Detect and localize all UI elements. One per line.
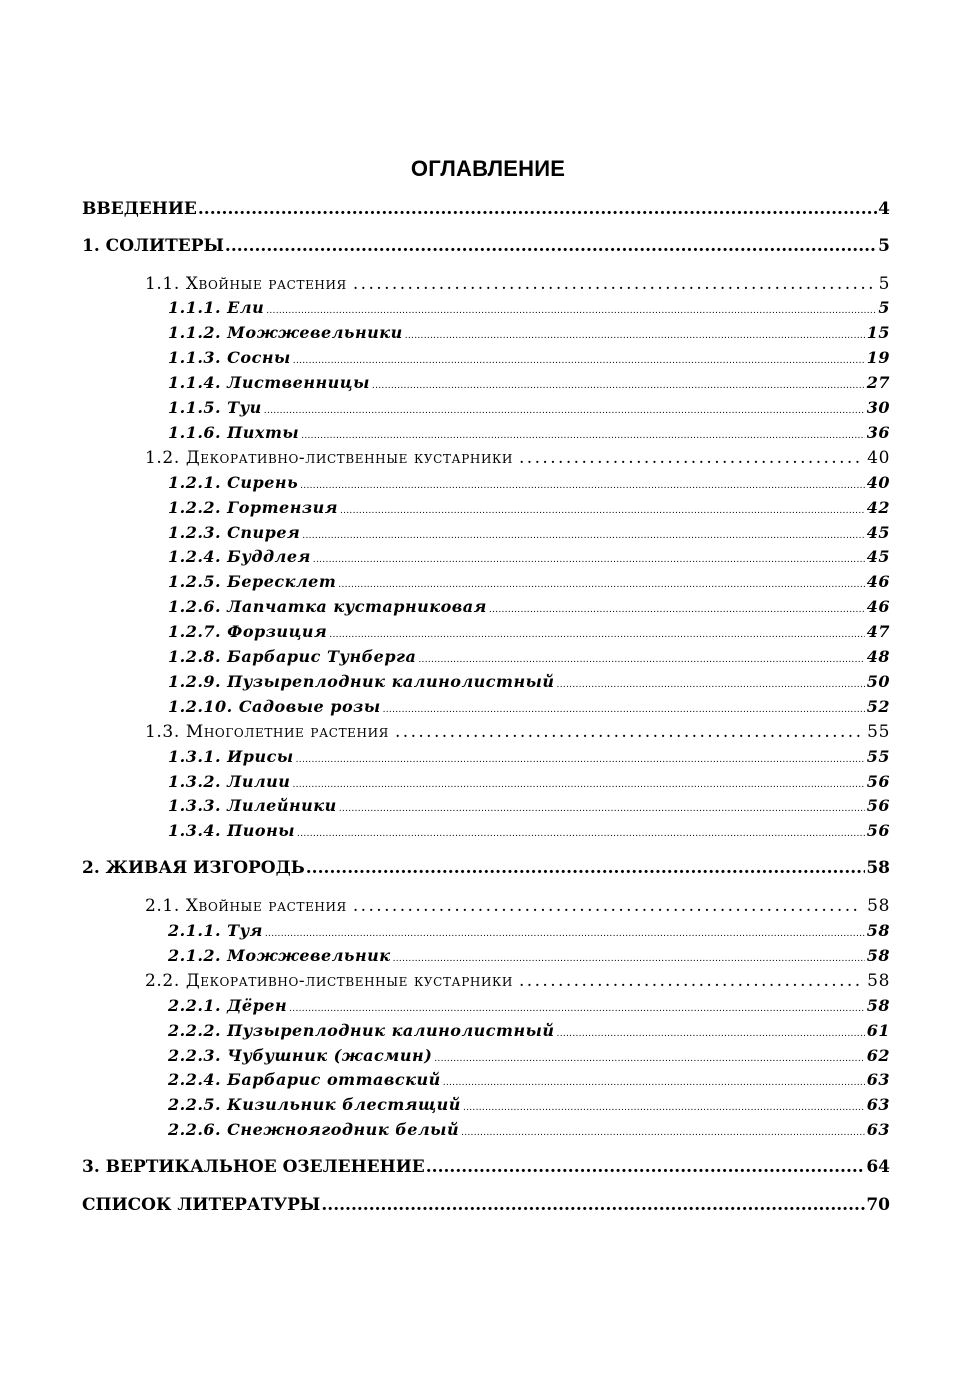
toc-entry[interactable] [168,472,890,494]
toc-page-number: 42 [866,498,890,517]
toc-page-number: 58 [866,858,890,878]
toc-entry[interactable] [168,422,890,444]
dot-leader [313,549,865,571]
toc-entry[interactable] [168,1119,890,1141]
dot-leader [353,895,861,917]
toc-entry-label: 3. ВЕРТИКАЛЬНОЕ ОЗЕЛЕНЕНИЕ [82,1157,425,1177]
toc-page-number: 58 [866,921,890,940]
toc-page-number: 48 [866,647,890,666]
toc-page-number: 58 [866,996,890,1015]
toc-entry-label: 1.2.10. Садовые розы [168,697,381,716]
toc-page-number: 62 [866,1046,890,1065]
page-title: ОГЛАВЛЕНИЕ [410,156,566,181]
toc-entry[interactable] [168,995,890,1017]
dot-leader [372,375,865,397]
toc-entry[interactable] [168,522,890,544]
toc-page-number: 63 [866,1120,890,1139]
dot-leader [443,1072,865,1094]
toc-entry[interactable] [168,771,890,793]
toc-entry-label: 2.2.6. Снежноягодник белый [168,1120,460,1139]
toc-page-number: 5 [878,274,890,294]
toc-entry[interactable] [145,721,890,743]
toc-entry-label: 2.2.5. Кизильник блестящий [168,1095,461,1114]
toc-entry-label: 1.1.1. Ели [168,298,265,317]
toc-entry-label: 2.2.2. Пузыреплодник калинолистный [168,1021,555,1040]
toc-page-number: 19 [866,348,890,367]
dot-leader [264,400,865,422]
toc-entry-label [145,447,513,469]
toc-entry-label: 2.2.3. Чубушник (жасмин) [168,1046,433,1065]
dot-leader [463,1097,865,1119]
toc-entry[interactable] [168,1020,890,1042]
toc-entry-label: 1.1.2. Можжевельники [168,323,403,342]
dot-leader [383,699,865,721]
dot-leader [353,273,873,295]
toc-page-number: 46 [866,597,890,616]
toc-page-number: 56 [866,772,890,791]
toc-entry-text: Хвойные растения [185,274,347,294]
toc-entry-label: 1.3.3. Лилейники [168,796,337,815]
toc-page-number: 61 [866,1021,890,1040]
toc-entry[interactable] [145,273,890,295]
dot-leader [519,447,861,469]
toc-entry[interactable] [168,322,890,344]
toc-entry-label [145,895,347,917]
toc-page-number: 55 [867,722,890,742]
dot-leader [297,823,865,845]
toc-page-number: 55 [866,747,890,766]
dot-leader [557,1023,865,1045]
toc-entry[interactable] [168,1045,890,1067]
toc-entry-label: 2.1.1. Туя [168,921,263,940]
toc-entry-label: 1. СОЛИТЕРЫ [82,236,224,256]
toc-entry-label: 1.1.3. Сосны [168,348,291,367]
toc-entry-text: Многолетние растения [185,722,389,742]
toc-page-number: 45 [866,523,890,542]
toc-page-number: 58 [866,946,890,965]
toc-entry[interactable] [168,820,890,842]
toc-entry[interactable] [82,235,890,257]
toc-entry-label: 1.3.2. Лилии [168,772,291,791]
toc-entry[interactable] [145,895,890,917]
toc-page-number: 50 [866,672,890,691]
dot-leader [301,425,865,447]
toc-entry[interactable] [145,970,890,992]
toc-entry-label [145,273,347,295]
dot-leader [293,350,865,372]
toc-page-number: 52 [866,697,890,716]
toc-entry-label: 1.1.4. Лиственницы [168,373,370,392]
dot-leader [321,1194,865,1216]
toc-entry[interactable] [168,746,890,768]
toc-page-number: 46 [866,572,890,591]
toc-page-number: 40 [866,473,890,492]
toc-page-number: 63 [866,1095,890,1114]
toc-page-number: 36 [866,423,890,442]
toc-entry-text: Декоративно-лиственные кустарники [185,971,513,991]
toc-entry[interactable] [82,857,890,879]
toc-entry[interactable] [168,795,890,817]
toc-entry-number: 1.2. [145,448,180,468]
toc-entry[interactable] [82,1194,890,1216]
dot-leader [329,624,864,646]
toc-entry-label: 2.2.1. Дёрен [168,996,288,1015]
toc-page-number: 5 [878,236,890,256]
toc-entry[interactable] [168,546,890,568]
toc-page-number: 45 [866,547,890,566]
toc-entry-label: 1.2.8. Барбарис Тунберга [168,647,417,666]
toc-entry-label: 1.2.7. Форзиция [168,622,328,641]
toc-entry-label: 2. ЖИВАЯ ИЗГОРОДЬ [82,858,305,878]
toc-entry[interactable] [168,596,890,618]
toc-entry[interactable] [168,945,890,967]
toc-entry-label: 1.2.9. Пузыреплодник калинолистный [168,672,555,691]
dot-leader [519,970,861,992]
toc-entry[interactable] [168,1094,890,1116]
toc-entry[interactable] [168,372,890,394]
dot-leader [434,1048,864,1070]
toc-page-number: 58 [867,971,890,991]
toc-entry-label: 1.2.1. Сирень [168,473,299,492]
toc-entry-label: 1.3.4. Пионы [168,821,296,840]
toc-entry-label: 1.1.6. Пихты [168,423,300,442]
toc-page-number: 64 [866,1157,890,1177]
toc-entry-label: 1.2.5. Бересклет [168,572,337,591]
toc-entry[interactable] [168,571,890,593]
toc-entry-number: 2.1. [145,896,180,916]
toc-entry-label: 2.2.4. Барбарис оттавский [168,1070,441,1089]
toc-entry[interactable] [168,920,890,942]
toc-entry-label: СПИСОК ЛИТЕРАТУРЫ [82,1195,321,1215]
toc-entry[interactable] [168,1069,890,1091]
dot-leader [339,798,865,820]
dot-leader [338,574,864,596]
toc-page-number: 56 [866,796,890,815]
toc-entry-number: 1.3. [145,722,180,742]
toc-page-number: 4 [878,199,890,219]
toc-entry-label [145,721,389,743]
dot-leader [418,649,864,671]
toc-entry-number: 2.2. [145,971,180,991]
toc-entry[interactable] [168,621,890,643]
toc-page-number: 63 [866,1070,890,1089]
dot-leader [266,300,876,322]
toc-entry[interactable] [82,1156,890,1178]
toc-page-number: 47 [866,622,890,641]
dot-leader [489,599,865,621]
dot-leader [395,721,861,743]
dot-leader [296,749,865,771]
toc-entry-label: 1.1.5. Туи [168,398,262,417]
toc-entry-text: Декоративно-лиственные кустарники [185,448,513,468]
toc-page-number: 5 [878,298,890,317]
toc-page-number: 56 [866,821,890,840]
toc-entry[interactable] [82,198,890,220]
toc-entry[interactable] [168,347,890,369]
toc-page-number: 15 [866,323,890,342]
toc-entry-label: 1.2.3. Спирея [168,523,301,542]
toc-entry-label: ВВЕДЕНИЕ [82,199,197,219]
toc-page-number: 27 [866,373,890,392]
toc-page-number: 70 [866,1195,890,1215]
toc-entry-text: Хвойные растения [185,896,347,916]
toc-entry-label: 1.3.1. Ирисы [168,747,294,766]
toc-entry-label: 2.1.2. Можжевельник [168,946,391,965]
dot-leader [393,948,865,970]
toc-entry[interactable] [168,671,890,693]
toc-page-number: 58 [867,896,890,916]
toc-page-number: 40 [867,448,890,468]
dot-leader [289,998,865,1020]
toc-entry[interactable] [168,397,890,419]
toc-page-number: 30 [866,398,890,417]
toc-entry[interactable] [168,646,890,668]
dot-leader [340,500,865,522]
toc-entry-number: 1.1. [145,274,180,294]
dot-leader [198,198,877,220]
toc-entry-label: 1.2.4. Буддлея [168,547,311,566]
toc-entry[interactable] [145,447,890,469]
dot-leader [557,674,865,696]
toc-entry[interactable] [168,696,890,718]
toc-entry-label: 1.2.6. Лапчатка кустарниковая [168,597,487,616]
dot-leader [426,1156,866,1178]
toc-entry[interactable] [168,297,890,319]
toc-entry-label [145,970,513,992]
dot-leader [306,857,866,879]
dot-leader [265,923,865,945]
dot-leader [300,475,865,497]
dot-leader [461,1122,865,1144]
toc-entry[interactable] [168,497,890,519]
dot-leader [302,525,864,547]
toc-entry-label: 1.2.2. Гортензия [168,498,338,517]
dot-leader [292,774,864,796]
dot-leader [225,235,877,257]
dot-leader [405,325,865,347]
